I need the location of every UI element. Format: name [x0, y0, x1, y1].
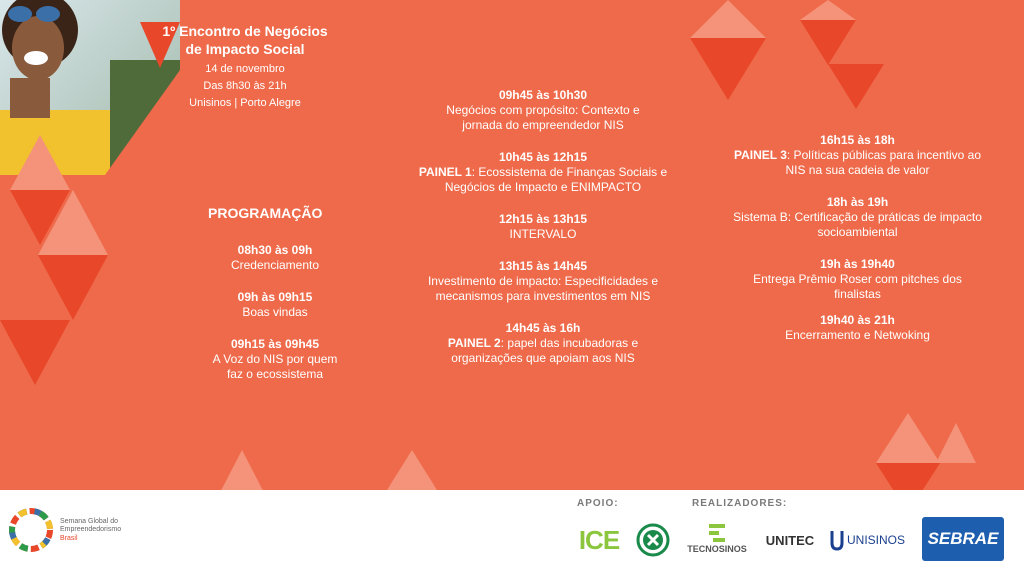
- schedule-time: 13h15 às 14h45: [498, 259, 588, 273]
- schedule-column-3: [725, 133, 990, 360]
- schedule-desc: A Voz do NIS por quem faz o ecossistema: [212, 352, 338, 381]
- panel-text: : Políticas públicas para incentivo ao NIS na sua cadeia de valor: [785, 148, 981, 177]
- schedule-time: 08h30 às 09h: [237, 243, 313, 257]
- apoio-label: APOIO:: [577, 498, 619, 509]
- schedule-desc: [408, 165, 678, 195]
- panel-text: : papel das incubadoras e organizações que apoiam aos NIS: [451, 336, 639, 365]
- decor-triangle: [876, 413, 940, 463]
- decor-triangle: [690, 38, 766, 100]
- unisinos-logo-text: UNISINOS: [846, 533, 905, 547]
- panel-text: : Ecossistema de Finanças Sociais e Negócios de Impacto e ENIMPACTO: [444, 165, 668, 194]
- decor-triangle: [828, 64, 884, 109]
- schedule-desc: Sistema B: Certificação de práticas de impacto socioambiental: [733, 210, 982, 239]
- schedule-desc: Credenciamento: [230, 258, 320, 272]
- sge-logo-country: Brasil: [60, 534, 78, 542]
- realizadores-label: REALIZADORES:: [692, 498, 788, 509]
- tecnosinos-icon: [707, 522, 727, 544]
- unisinos-logo: [826, 525, 908, 555]
- unitec-logo: [760, 525, 820, 555]
- schedule-desc: Entrega Prêmio Roser com pitches dos finalistas: [753, 272, 962, 301]
- schedule-time: 18h às 19h: [826, 195, 889, 209]
- schedule-desc: Boas vindas: [242, 305, 308, 319]
- event-title-line2: de Impacto Social: [185, 41, 305, 57]
- schedule-item: [725, 257, 990, 302]
- decor-triangle: [690, 0, 766, 38]
- decor-triangle: [38, 190, 108, 255]
- schedule-desc: INTERVALO: [509, 227, 577, 241]
- ice-logo: [573, 522, 625, 558]
- schedule-time: 09h15 às 09h45: [230, 337, 320, 351]
- program-title: PROGRAMAÇÃO: [208, 205, 323, 221]
- x-circle-logo: [635, 522, 671, 558]
- schedule-item: [725, 195, 990, 240]
- schedule-item: [408, 321, 678, 366]
- schedule-time: 16h15 às 18h: [820, 133, 895, 147]
- panel-label: PAINEL 1: [418, 165, 472, 179]
- decor-triangle: [800, 20, 856, 65]
- tecnosinos-logo-text: TECNOSINOS: [687, 544, 747, 554]
- schedule-time: 12h15 às 13h15: [498, 212, 588, 226]
- decor-triangle: [800, 0, 856, 20]
- decor-triangle: [38, 255, 108, 320]
- schedule-item: [408, 212, 678, 242]
- ice-logo-text: ICE: [578, 524, 620, 555]
- schedule-time: 10h45 às 12h15: [498, 150, 588, 164]
- panel-label: PAINEL 3: [733, 148, 787, 162]
- schedule-item: [195, 243, 355, 273]
- unisinos-icon: [829, 529, 845, 551]
- sebrae-logo: [922, 517, 1004, 561]
- schedule-column-2: [408, 88, 678, 383]
- schedule-item: [195, 337, 355, 382]
- schedule-item: [408, 88, 678, 133]
- tecnosinos-logo: [688, 515, 746, 561]
- event-date: 14 de novembro: [205, 63, 285, 75]
- schedule-desc: Encerramento e Netwoking: [785, 328, 930, 342]
- schedule-item: [195, 290, 355, 320]
- schedule-desc: [428, 336, 658, 366]
- sge-logo: [6, 505, 126, 555]
- schedule-time: 19h às 19h40: [820, 257, 895, 271]
- schedule-desc: [725, 148, 990, 178]
- schedule-item: [408, 259, 678, 304]
- event-hours: Das 8h30 às 21h: [203, 80, 287, 92]
- schedule-time: 09h45 às 10h30: [498, 88, 588, 102]
- schedule-time: 14h45 às 16h: [505, 321, 581, 335]
- sge-logo-text: Semana Global do Empreendedorismo: [60, 517, 122, 533]
- sebrae-logo-text: SEBRAE: [927, 529, 999, 548]
- x-circle-icon: [636, 523, 670, 557]
- decor-triangle: [936, 423, 976, 463]
- schedule-item: [725, 313, 990, 343]
- schedule-item: [725, 133, 990, 178]
- schedule-time: 09h às 09h15: [237, 290, 313, 304]
- panel-label: PAINEL 2: [447, 336, 501, 350]
- decor-triangle: [0, 320, 70, 385]
- schedule-column-1: [195, 243, 355, 399]
- schedule-item: [408, 150, 678, 195]
- event-title-line1: 1º Encontro de Negócios: [162, 23, 328, 39]
- event-header: [145, 22, 345, 112]
- unitec-logo-text: UNITEC: [765, 532, 815, 548]
- schedule-desc: Investimento de impacto: Especificidades e mecanismos para investimentos em NIS: [427, 274, 659, 303]
- decor-triangle: [10, 135, 70, 190]
- event-location: Unisinos | Porto Alegre: [189, 97, 301, 109]
- sge-ring-icon: [6, 505, 56, 555]
- schedule-time: 19h40 às 21h: [820, 313, 895, 327]
- schedule-desc: Negócios com propósito: Contexto e jornada do empreendedor NIS: [446, 103, 640, 132]
